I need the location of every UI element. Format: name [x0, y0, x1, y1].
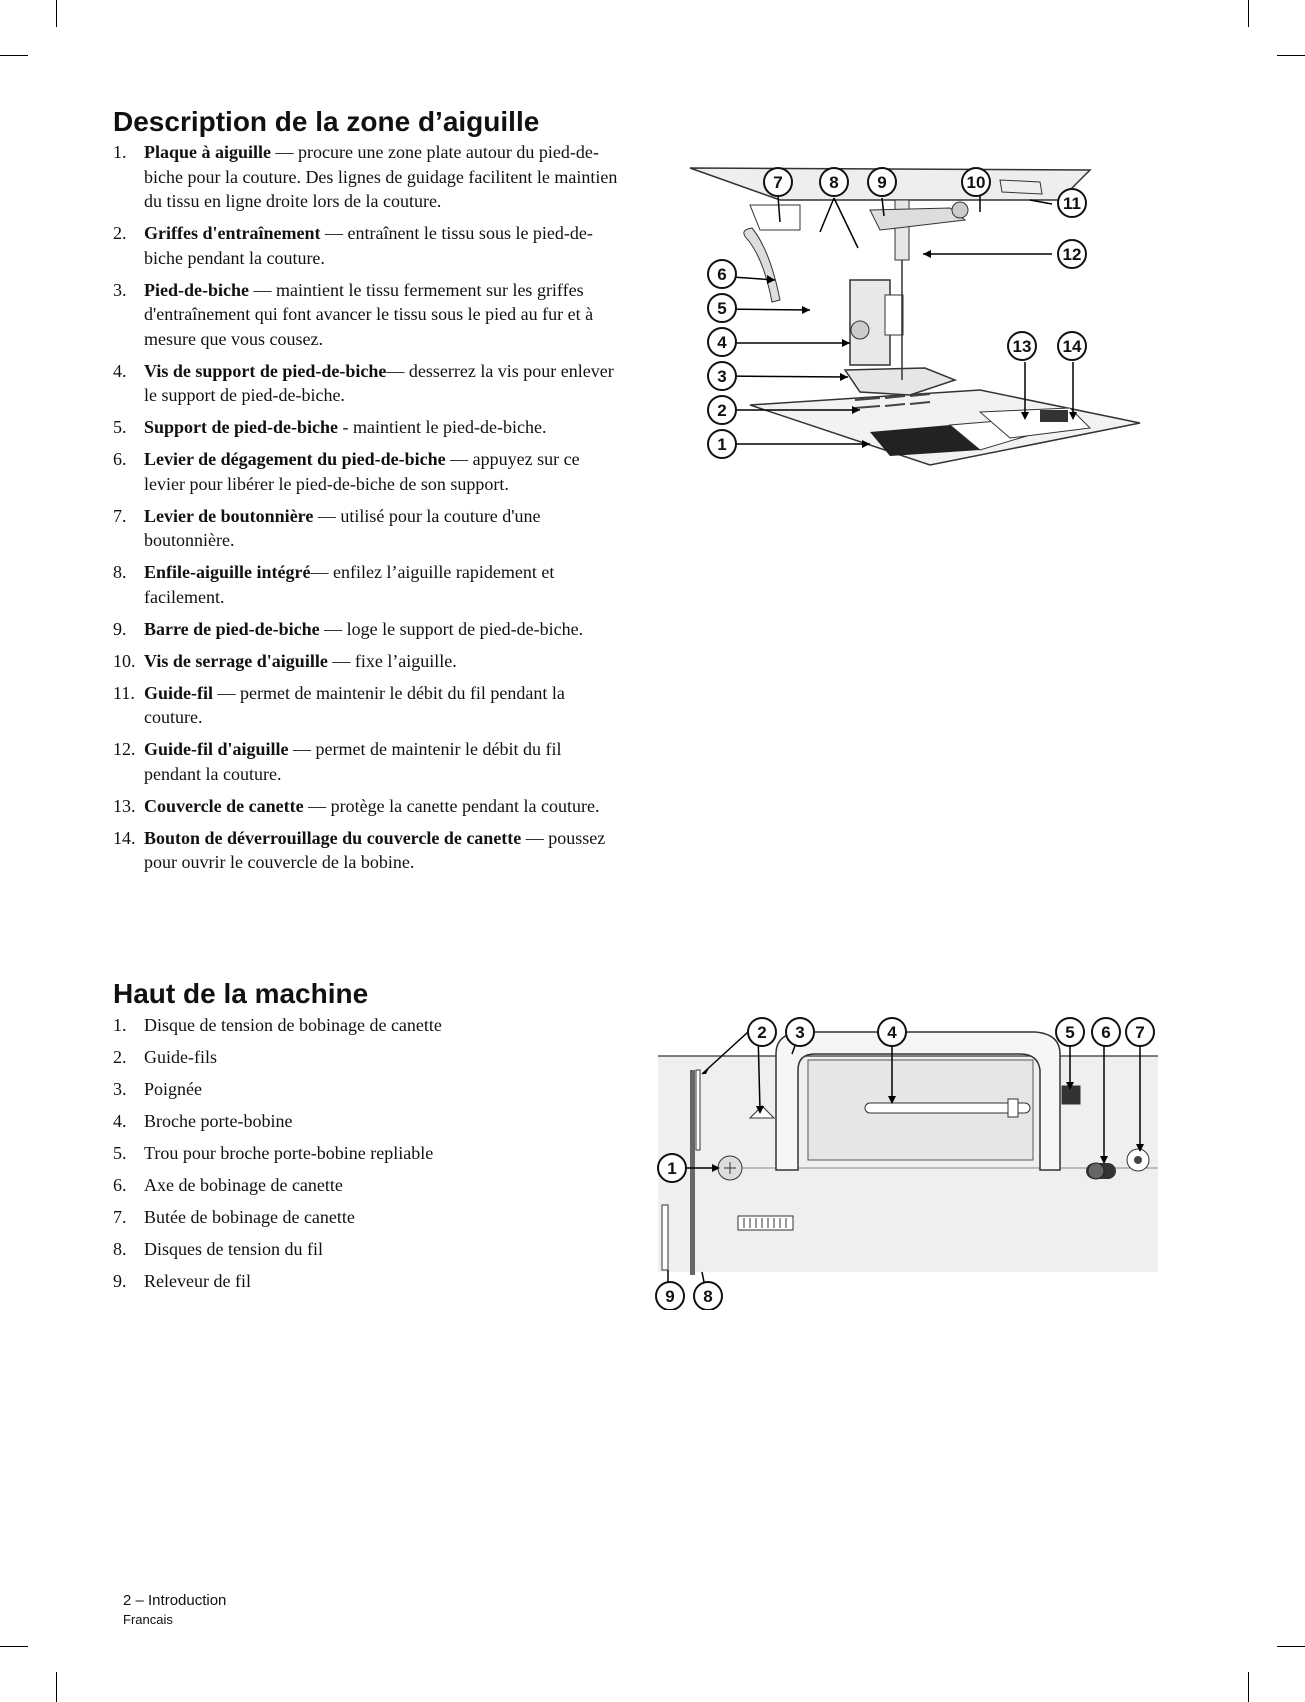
callout-label: 1 — [667, 1159, 677, 1178]
list-item: 2. Griffes d'entraînement — entraînent le tissu sous le pied-de-biche pendant la couture. — [113, 223, 593, 268]
needle-area-illustration — [680, 160, 1150, 480]
callout-label: 9 — [877, 173, 887, 192]
section-title-machine-top: Haut de la machine — [113, 978, 369, 1009]
list-item: 2. Guide-fils — [113, 1047, 217, 1067]
crop-mark — [0, 55, 28, 56]
callout-label: 11 — [1063, 194, 1081, 213]
callout-label: 8 — [829, 173, 839, 192]
machine-top-illustration — [650, 1010, 1162, 1310]
crop-mark — [1277, 55, 1305, 56]
needle-area-list — [113, 140, 618, 882]
list-item: 9. Barre de pied-de-biche — loge le support de pied-de-biche. — [113, 618, 584, 639]
crop-mark — [1248, 1672, 1249, 1702]
list-item: 10. Vis de serrage d'aiguille — fixe l’aiguille. — [113, 650, 457, 671]
list-item: 3. Poignée — [113, 1079, 202, 1099]
list-item: 13. Couvercle de canette — protège la canette pendant la couture. — [113, 795, 600, 816]
callout-label: 3 — [717, 367, 727, 386]
list-item: 1. Disque de tension de bobinage de canette — [113, 1015, 442, 1035]
list-item: 11. Guide-fil — permet de maintenir le débit du fil pendant la couture. — [113, 682, 565, 727]
callout-label: 2 — [757, 1023, 767, 1042]
callout-label: 1 — [717, 435, 727, 454]
crop-mark — [56, 0, 57, 27]
crop-mark — [0, 1646, 28, 1647]
crop-mark — [56, 1672, 57, 1702]
list-item: 4. Broche porte-bobine — [113, 1111, 293, 1131]
callout-label: 5 — [1065, 1023, 1075, 1042]
callout-label: 8 — [703, 1287, 713, 1306]
callout-label: 7 — [1135, 1023, 1145, 1042]
list-item: 5. Support de pied-de-biche - maintient le pied-de-biche. — [113, 417, 547, 437]
list-item: 9. Releveur de fil — [113, 1271, 251, 1291]
callout-label: 3 — [795, 1023, 805, 1042]
callout-label: 7 — [773, 173, 783, 192]
list-item: 4. Vis de support de pied-de-biche— desserrez la vis pour enlever le support de pied-de-biche. — [113, 360, 614, 405]
callout-label: 9 — [665, 1287, 675, 1306]
list-item: 8. Enfile-aiguille intégré— enfilez l’aiguille rapidement et facilement. — [113, 562, 555, 607]
callout-label: 5 — [717, 299, 727, 318]
callout-label: 14 — [1062, 337, 1082, 356]
list-item: 14. Bouton de déverrouillage du couvercle de canette — poussez pour ouvrir le couvercle de la bobine. — [113, 827, 606, 872]
page-footer-language: Francais — [123, 1612, 173, 1627]
machine-top-list — [113, 1013, 618, 1301]
callout-label: 4 — [887, 1023, 897, 1042]
callout-label: 12 — [1062, 245, 1082, 264]
page-footer-label: 2 – Introduction — [123, 1592, 227, 1609]
callout-label: 6 — [1101, 1023, 1111, 1042]
callout-label: 6 — [717, 265, 727, 284]
callout-label: 4 — [717, 333, 727, 352]
section-title-needle-area: Description de la zone d’aiguille — [113, 106, 540, 137]
list-item: 7. Butée de bobinage de canette — [113, 1207, 355, 1227]
list-item: 6. Levier de dégagement du pied-de-biche — appuyez sur ce levier pour libérer le pied-de-biche de son support. — [113, 449, 580, 494]
list-item: 5. Trou pour broche porte-bobine repliable — [113, 1143, 434, 1163]
list-item: 7. Levier de boutonnière — utilisé pour la couture d'une boutonnière. — [113, 505, 541, 550]
list-item: 1. Plaque à aiguille — procure une zone plate autour du pied-de-biche pour la couture. Des lignes de guidage facilitent le maintien du tissu en ligne droite lors de la couture. — [113, 142, 618, 211]
crop-mark — [1248, 0, 1249, 27]
list-item: 6. Axe de bobinage de canette — [113, 1175, 343, 1195]
callout-label: 2 — [717, 401, 727, 420]
list-item: 12. Guide-fil d'aiguille — permet de maintenir le débit du fil pendant la couture. — [113, 739, 562, 784]
list-item: 3. Pied-de-biche — maintient le tissu fermement sur les griffes d'entraînement qui font avancer le tissu sous le pied au fur et à mesure que vous cousez. — [113, 279, 594, 349]
crop-mark — [1277, 1646, 1305, 1647]
callout-label: 13 — [1012, 337, 1032, 356]
callout-label: 10 — [966, 173, 986, 192]
list-item: 8. Disques de tension du fil — [113, 1239, 323, 1259]
